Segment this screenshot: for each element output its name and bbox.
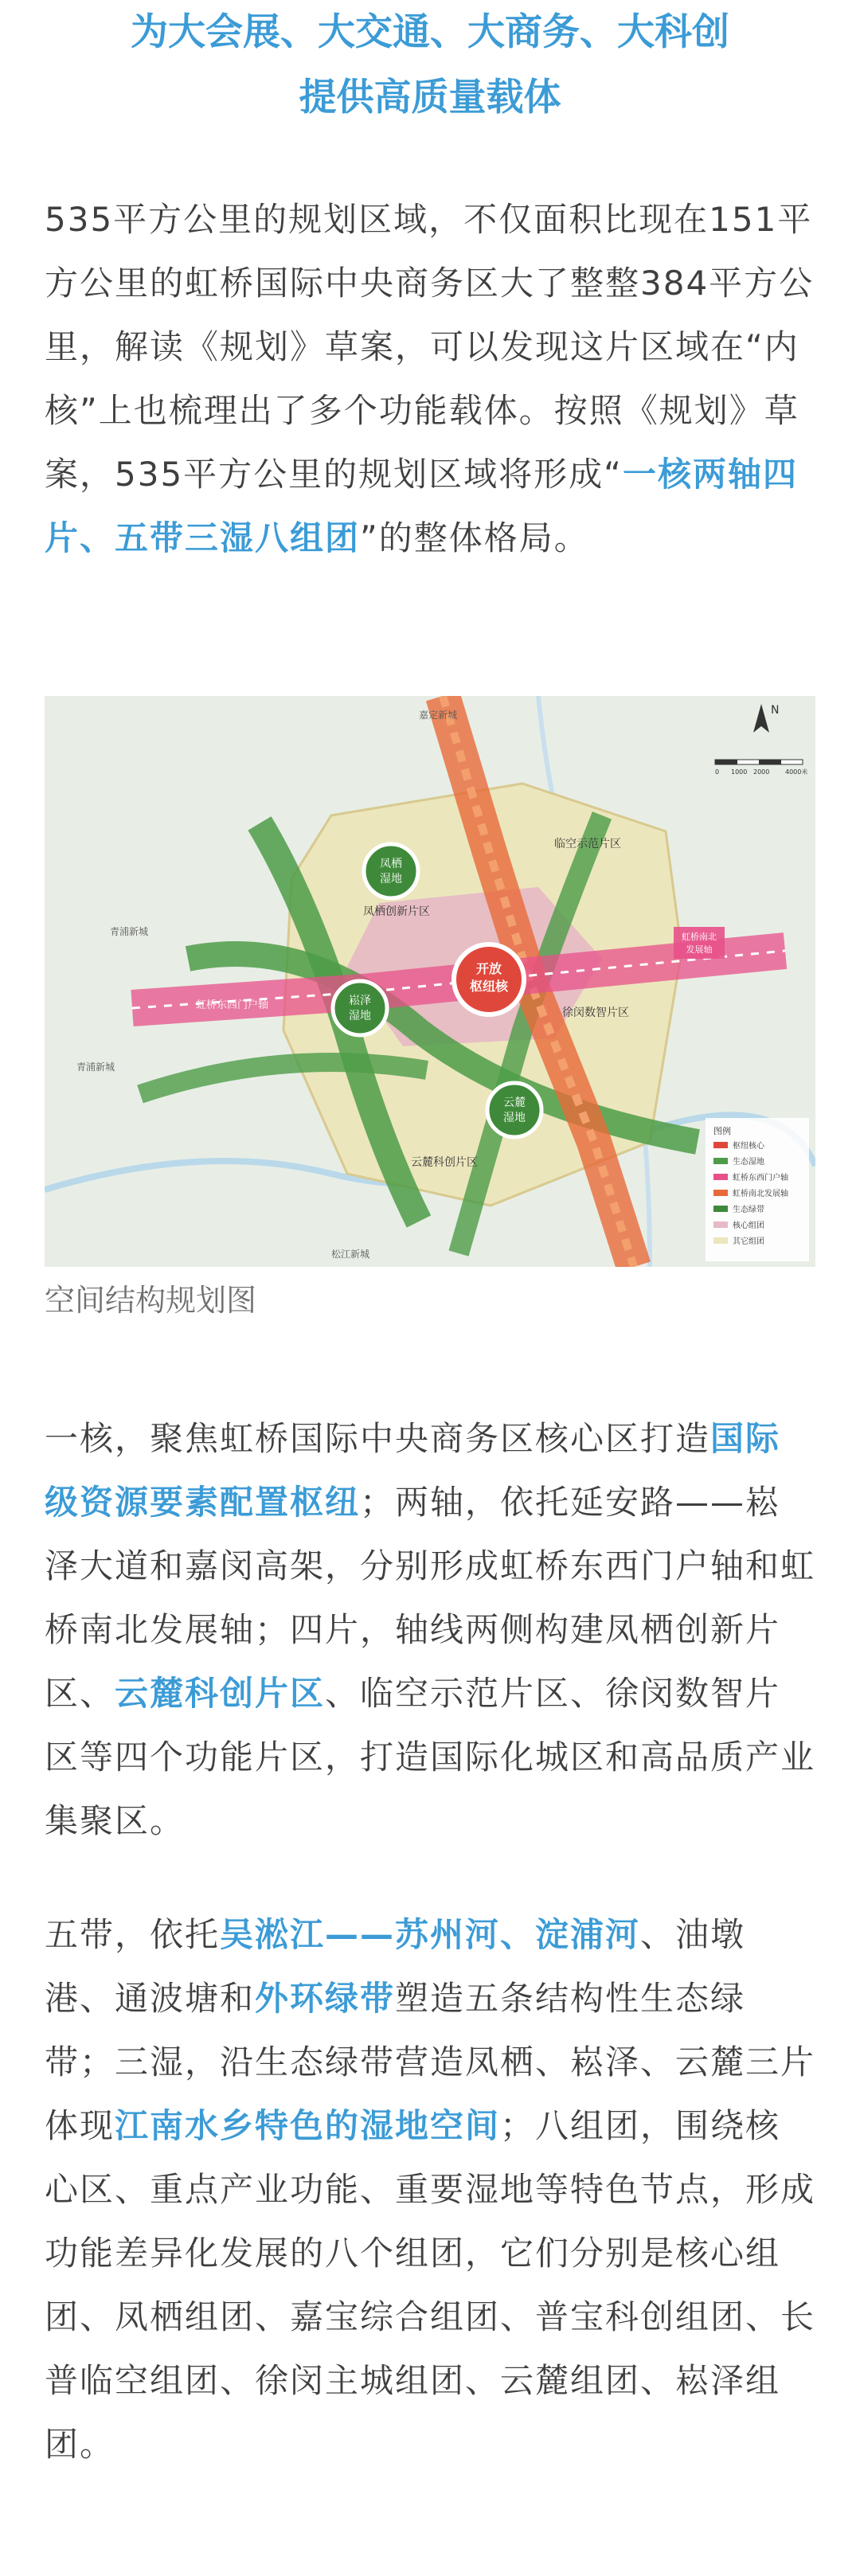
town-bottom-label: 松江新城: [331, 1249, 370, 1260]
axis-east-label-2: 发展轴: [686, 944, 713, 955]
area-fengqi-label: 凤栖创新片区: [363, 905, 430, 918]
area-linkong-label: 临空示范片区: [554, 838, 621, 850]
legend-item-1: 生态湿地: [733, 1158, 764, 1167]
legend-item-4: 生态绿带: [733, 1206, 764, 1214]
legend-item-2: 虹桥东西门户轴: [733, 1174, 788, 1182]
compass-label: N: [771, 704, 780, 717]
paragraph-3-text-b: 、油墩港、通波塘和: [45, 1915, 746, 2018]
wetland-fengqi-1: 凤栖: [380, 858, 402, 870]
spatial-structure-map: [45, 696, 815, 1267]
wetland-fengqi-2: 湿地: [380, 873, 402, 885]
highlight-overall-pattern: 一核两轴四片、五带三湿八组团: [45, 455, 798, 557]
paragraph-3-text-d: ；八组团，围绕核心区、重点产业功能、重要湿地等特色节点，形成功能差异化发展的八个组团，它们分别是核心组团、凤栖组团、嘉宝综合组团、普宝科创组团、长普临空组团、徐闵主城组团、云麓组团、崧泽组团。: [45, 2106, 816, 2464]
map-caption: 空间结构规划图: [45, 1283, 257, 1318]
paragraph-3: [45, 1903, 815, 2476]
legend-item-6: 其它组团: [733, 1237, 764, 1246]
area-yunlu-label: 云麓科创片区: [411, 1156, 478, 1169]
hub-label-2: 枢纽核: [469, 979, 509, 994]
paragraph-1-text-a: 535平方公里的规划区域，不仅面积比现在151平方公里的虹桥国际中央商务区大了整整384平方公里，解读《规划》草案，可以发现这片区域在“内核”上也梳理出了多个功能载体。按照《规划》草案，535平方公里的规划区域将形成“: [45, 200, 815, 494]
paragraph-2-text-a: 一核，聚焦虹桥国际中央商务区核心区打造: [45, 1419, 711, 1458]
highlight-yunlu-area: 云麓科创片区: [115, 1674, 326, 1713]
section-heading: [0, 0, 860, 131]
axis-east-label-1: 虹桥南北: [682, 932, 717, 942]
scale-label-2: 2000: [753, 768, 770, 776]
legend-item-3: 虹桥南北发展轴: [733, 1190, 788, 1198]
axis-west-label: 虹桥东西门户轴: [196, 999, 269, 1011]
highlight-resource-hub: 国际级资源要素配置枢纽: [45, 1419, 781, 1522]
wetland-songze-2: 湿地: [349, 1010, 371, 1022]
map-legend: [706, 1118, 809, 1261]
heading-line-1: 为大会展、大交通、大商务、大科创: [131, 10, 729, 54]
paragraph-2-text-b: ；两轴，依托延安路——崧泽大道和嘉闵高架，分别形成虹桥东西门户轴和虹桥南北发展轴；四片，轴线两侧构建凤栖创新片区、: [45, 1483, 816, 1713]
paragraph-1-text-b: ”的整体格局。: [360, 518, 589, 557]
paragraph-1: [45, 188, 815, 570]
wetland-yunlu-1: 云麓: [503, 1096, 526, 1109]
legend-title: 图例: [713, 1126, 731, 1136]
paragraph-2-text-c: 、临空示范片区、徐闵数智片区等四个功能片区，打造国际化城区和高品质产业集聚区。: [45, 1674, 816, 1840]
scale-label-3: 4000米: [785, 768, 808, 776]
town-left2-label: 青浦新城: [76, 1061, 115, 1073]
highlight-rivers: 吴淞江——苏州河、淀浦河: [220, 1915, 641, 1954]
wetland-songze-1: 崧泽: [349, 995, 371, 1007]
highlight-wetland-space: 江南水乡特色的湿地空间: [115, 2106, 501, 2145]
map-svg: [45, 696, 815, 1267]
paragraph-3-text-c: 塑造五条结构性生态绿带；三湿，沿生态绿带营造凤栖、崧泽、云麓三片体现: [45, 1979, 816, 2145]
scale-label-0: 0: [715, 768, 720, 776]
town-top-label: 嘉定新城: [419, 709, 458, 721]
heading-line-2: 提供高质量载体: [299, 76, 561, 119]
scale-label-1: 1000: [731, 768, 748, 776]
paragraph-3-text-a: 五带，依托: [45, 1915, 221, 1954]
wetland-yunlu-2: 湿地: [503, 1112, 526, 1124]
legend-item-5: 核心组团: [733, 1222, 764, 1230]
highlight-outer-ring-green: 外环绿带: [255, 1979, 396, 2018]
paragraph-2: [45, 1407, 815, 1853]
legend-item-0: 枢纽核心: [733, 1142, 764, 1151]
town-left1-label: 青浦新城: [110, 926, 149, 937]
area-xumin-label: 徐闵数智片区: [562, 1007, 629, 1019]
hub-label-1: 开放: [475, 961, 502, 976]
